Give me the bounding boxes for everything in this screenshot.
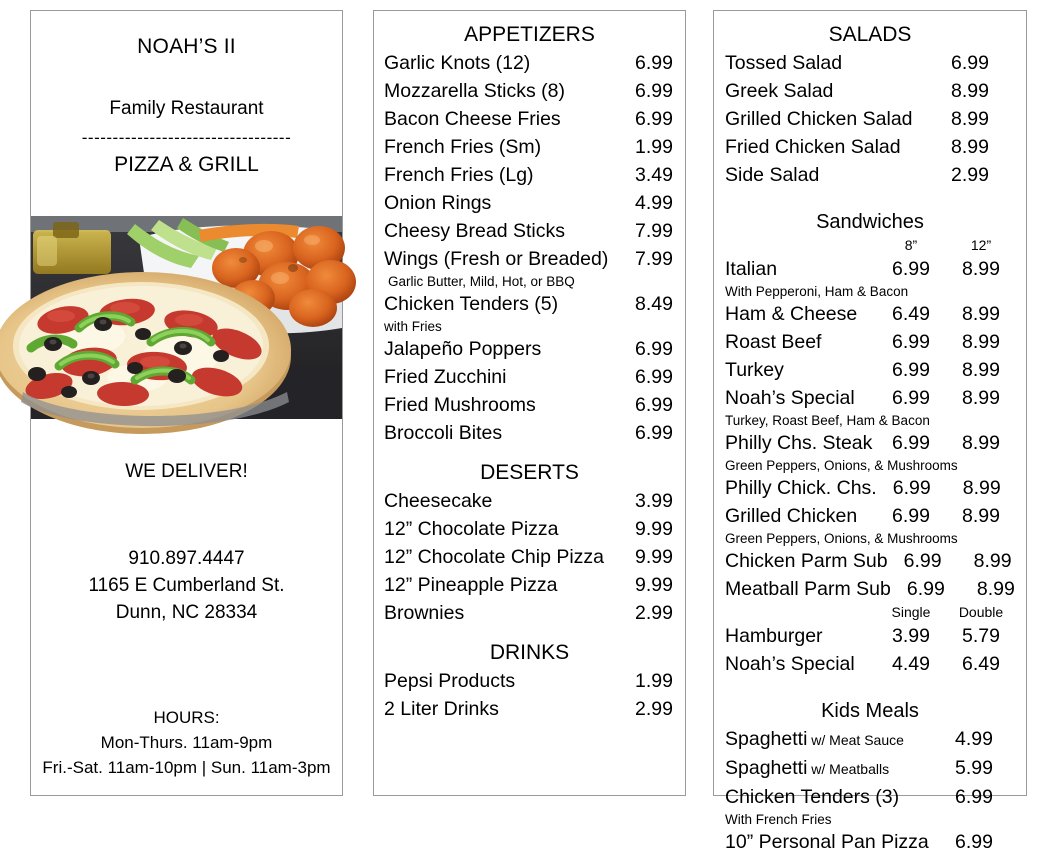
item-name: Side Salad (725, 164, 820, 186)
item-price: 3.49 (635, 164, 673, 186)
salad-row[interactable] (725, 105, 1016, 133)
desert-row[interactable] (384, 543, 673, 571)
item-price: 1.99 (635, 136, 673, 158)
item-price-12in: 8.99 (962, 258, 1000, 280)
item-name: Pepsi Products (384, 670, 516, 692)
item-price: 6.99 (955, 786, 993, 808)
item-price-12in: 8.99 (962, 359, 1000, 381)
restaurant-name: NOAH’S II (137, 35, 236, 58)
item-price: 7.99 (635, 220, 673, 242)
item-price-8in: 6.99 (892, 331, 930, 353)
hours-title: HOURS: (153, 708, 220, 727)
item-name: Turkey (725, 359, 784, 381)
item-name: French Fries (Sm) (384, 136, 542, 158)
appetizer-row[interactable] (384, 49, 673, 77)
item-description: With Pepperoni, Ham & Bacon (725, 284, 909, 299)
item-price-8in: 6.99 (892, 505, 930, 527)
item-name: Fried Mushrooms (384, 394, 536, 416)
item-price: 6.99 (951, 52, 989, 74)
sandwich-row[interactable] (725, 300, 1016, 328)
burger-row[interactable] (725, 622, 1016, 650)
kids-meal-row[interactable] (725, 754, 1016, 783)
item-name: Broccoli Bites (384, 422, 503, 444)
item-qualifier: w/ Meat Sauce (807, 732, 904, 748)
kids-meal-row[interactable] (725, 725, 1016, 754)
salad-row[interactable] (725, 133, 1016, 161)
item-price-12in: 8.99 (962, 331, 1000, 353)
item-price-12in: 8.99 (962, 432, 1000, 454)
item-price: 3.99 (635, 490, 673, 512)
item-price-8in: 6.99 (903, 550, 942, 572)
section-heading-sandwiches: Sandwiches (816, 211, 924, 233)
salad-row[interactable] (725, 49, 1016, 77)
appetizer-row[interactable] (384, 391, 673, 419)
appetizer-row[interactable] (384, 363, 673, 391)
item-price: 6.99 (635, 108, 673, 130)
burger-row[interactable] (725, 650, 1016, 678)
item-price-8in: 6.99 (892, 432, 930, 454)
item-name: Italian (725, 258, 778, 280)
item-price: 4.99 (635, 192, 673, 214)
item-price: 6.99 (955, 831, 993, 853)
item-price-12in: 8.99 (962, 505, 1000, 527)
item-name: Fried Zucchini (384, 366, 507, 388)
size-column-1: Single (891, 604, 931, 620)
hours-weekday: Mon-Thurs. 11am-9pm (100, 732, 273, 752)
desert-list (374, 487, 685, 627)
item-price: 6.99 (635, 52, 673, 74)
spacer (725, 603, 876, 622)
item-description: Green Peppers, Onions, & Mushrooms (725, 531, 958, 546)
item-price: 6.99 (635, 422, 673, 444)
sandwich-row[interactable] (725, 328, 1016, 356)
appetizers-panel (373, 10, 686, 796)
contact-block (31, 546, 342, 627)
restaurant-type: PIZZA & GRILL (114, 153, 259, 176)
sandwich-row[interactable] (725, 356, 1016, 384)
spacer (725, 236, 876, 255)
item-name: Greek Salad (725, 80, 834, 102)
item-price-double: 5.79 (962, 625, 1000, 647)
appetizer-row[interactable] (384, 335, 673, 363)
address-line-1: 1165 E Cumberland St. (88, 574, 285, 596)
item-price: 9.99 (635, 546, 673, 568)
item-name: Brownies (384, 602, 465, 624)
salads-panel (713, 10, 1027, 853)
appetizer-row[interactable] (384, 133, 673, 161)
item-name: Tossed Salad (725, 52, 843, 74)
item-price-12in: 8.99 (962, 387, 1000, 409)
section-heading-drinks: DRINKS (489, 641, 570, 664)
item-name: Onion Rings (384, 192, 492, 214)
item-price-12in: 8.99 (962, 477, 1001, 499)
section-heading-kids-meals: Kids Meals (821, 700, 919, 722)
appetizer-row[interactable] (384, 419, 673, 447)
item-name: French Fries (Lg) (384, 164, 534, 186)
item-name: 12” Pineapple Pizza (384, 574, 558, 596)
section-heading-salads: SALADS (828, 23, 912, 46)
brand-block (31, 11, 342, 177)
appetizer-row[interactable] (384, 105, 673, 133)
desert-row[interactable] (384, 487, 673, 515)
item-name: Roast Beef (725, 331, 822, 353)
item-price: 8.49 (635, 293, 673, 315)
item-name: Chicken Parm Sub (725, 550, 888, 572)
appetizer-list (374, 49, 685, 447)
sandwich-row[interactable] (725, 384, 1016, 412)
item-name: 12” Chocolate Pizza (384, 518, 559, 540)
item-price-8in: 6.49 (892, 303, 930, 325)
item-description: Green Peppers, Onions, & Mushrooms (725, 458, 958, 473)
item-price: 1.99 (635, 670, 673, 692)
hours-block (31, 706, 342, 780)
item-price-12in: 8.99 (973, 550, 1012, 572)
item-name: 2 Liter Drinks (384, 698, 499, 720)
sandwich-size-header (725, 236, 1016, 255)
appetizer-row[interactable] (384, 189, 673, 217)
item-name: Philly Chs. Steak (725, 432, 873, 454)
item-name: Hamburger (725, 625, 823, 647)
item-price-8in: 6.99 (892, 258, 930, 280)
desert-row[interactable] (384, 515, 673, 543)
item-name: Spaghetti w/ Meat Sauce (725, 728, 904, 750)
sandwich-row[interactable] (725, 429, 1016, 457)
item-price: 8.99 (951, 136, 989, 158)
item-name: Chicken Tenders (5) (384, 293, 559, 315)
salad-row[interactable] (725, 161, 1016, 189)
item-name: Spaghetti w/ Meatballs (725, 757, 890, 779)
appetizer-row[interactable] (384, 290, 673, 318)
appetizer-row[interactable] (384, 161, 673, 189)
item-name: 12” Chocolate Chip Pizza (384, 546, 605, 568)
kids-meal-row[interactable] (725, 828, 1016, 856)
sandwich-row[interactable] (725, 502, 1016, 530)
item-price-double: 6.49 (962, 653, 1000, 675)
item-name: Grilled Chicken Salad (725, 108, 913, 130)
salad-list (714, 49, 1026, 189)
item-name: 10” Personal Pan Pizza (725, 831, 929, 853)
item-price-8in: 6.99 (906, 578, 945, 600)
item-price: 6.99 (635, 394, 673, 416)
item-price: 8.99 (951, 80, 989, 102)
sandwich-row[interactable] (725, 255, 1016, 283)
item-price-single: 3.99 (892, 625, 930, 647)
item-name: Philly Chick. Chs. (725, 477, 877, 499)
item-name: Ham & Cheese (725, 303, 858, 325)
drink-row[interactable] (384, 695, 673, 723)
item-name: Noah’s Special (725, 653, 855, 675)
item-name: Bacon Cheese Fries (384, 108, 561, 130)
item-name: Fried Chicken Salad (725, 136, 901, 158)
item-price-8in: 6.99 (892, 359, 930, 381)
item-name: Cheesecake (384, 490, 493, 512)
size-column-2: 12” (970, 237, 992, 253)
item-price: 8.99 (951, 108, 989, 130)
sandwich-row[interactable] (725, 474, 1016, 502)
item-name: Wings (Fresh or Breaded) (384, 248, 609, 270)
salad-row[interactable] (725, 77, 1016, 105)
item-price-8in: 6.99 (892, 387, 930, 409)
desert-row[interactable] (384, 571, 673, 599)
appetizer-row[interactable] (384, 245, 673, 273)
item-description: Turkey, Roast Beef, Ham & Bacon (725, 413, 930, 428)
item-price: 2.99 (635, 698, 673, 720)
phone-number: 910.897.4447 (128, 548, 245, 569)
sandwich-row[interactable] (725, 547, 1016, 575)
item-price-single: 4.49 (892, 653, 930, 675)
item-price: 6.99 (635, 366, 673, 388)
item-price: 4.99 (955, 728, 993, 750)
hours-weekend: Fri.-Sat. 11am-10pm | Sun. 11am-3pm (42, 757, 331, 777)
item-name: Grilled Chicken (725, 505, 858, 527)
item-price: 5.99 (955, 757, 993, 779)
we-deliver-text: WE DELIVER! (125, 461, 248, 482)
item-qualifier: w/ Meatballs (807, 761, 890, 777)
appetizer-row[interactable] (384, 77, 673, 105)
kids-meal-row[interactable] (725, 783, 1016, 811)
item-description: with Fries (384, 319, 442, 334)
item-price-12in: 8.99 (962, 303, 1000, 325)
appetizer-row[interactable] (384, 217, 673, 245)
drink-list (374, 667, 685, 723)
info-panel (30, 10, 343, 796)
sandwich-row[interactable] (725, 575, 1016, 603)
item-price: 2.99 (635, 602, 673, 624)
size-column-2: Double (958, 604, 1004, 620)
item-name: Noah’s Special (725, 387, 855, 409)
kids-meal-list (714, 725, 1026, 856)
desert-row[interactable] (384, 599, 673, 627)
divider-line: ---------------------------------- (81, 128, 292, 147)
item-description: Garlic Butter, Mild, Hot, or BBQ (388, 274, 575, 289)
sandwich-list (714, 236, 1026, 678)
item-price: 7.99 (635, 248, 673, 270)
item-price-8in: 6.99 (892, 477, 931, 499)
item-price: 2.99 (951, 164, 989, 186)
restaurant-subtitle: Family Restaurant (109, 98, 264, 119)
pizza-and-wings-photo (31, 216, 342, 419)
item-name: Cheesy Bread Sticks (384, 220, 565, 242)
burger-size-header (725, 603, 1016, 622)
item-price: 6.99 (635, 338, 673, 360)
item-description: With French Fries (725, 812, 832, 827)
item-name: Chicken Tenders (3) (725, 786, 900, 808)
item-name: Garlic Knots (12) (384, 52, 531, 74)
item-price: 6.99 (635, 80, 673, 102)
drink-row[interactable] (384, 667, 673, 695)
address-line-2: Dunn, NC 28334 (115, 601, 258, 623)
item-name: Meatball Parm Sub (725, 578, 891, 600)
section-heading-appetizers: APPETIZERS (464, 23, 595, 46)
item-price-12in: 8.99 (976, 578, 1015, 600)
size-column-1: 8” (904, 237, 918, 253)
item-name: Jalapeño Poppers (384, 338, 542, 360)
item-name: Mozzarella Sticks (8) (384, 80, 565, 102)
section-heading-deserts: DESERTS (480, 461, 579, 484)
item-price: 9.99 (635, 574, 673, 596)
item-price: 9.99 (635, 518, 673, 540)
